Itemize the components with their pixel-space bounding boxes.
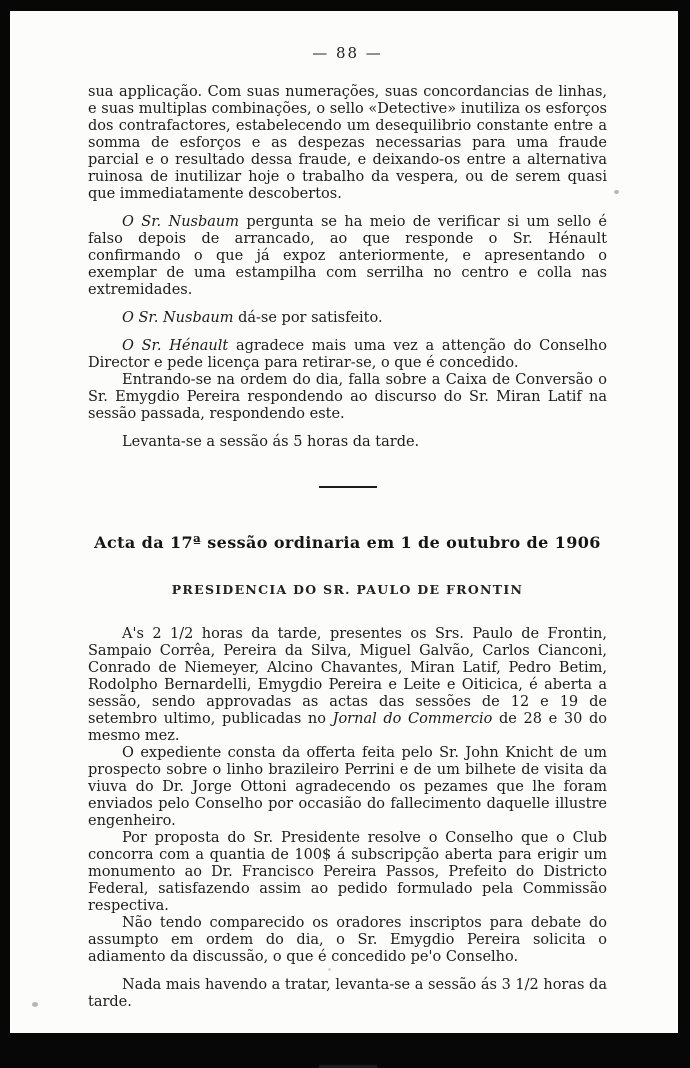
- paragraph: [88, 310, 607, 327]
- italic-text: Jornal do Commercio: [332, 711, 493, 727]
- italic-text: O Sr. Nusbaum: [122, 214, 239, 230]
- paragraph: [88, 214, 607, 299]
- paragraph: [88, 745, 607, 830]
- end-divider: [319, 1065, 377, 1068]
- session-paragraphs: [88, 626, 607, 1011]
- body-text: Levanta-se a sessão ás 5 horas da tarde.: [122, 434, 420, 450]
- paragraph: [88, 977, 607, 1011]
- body-text: Nada mais havendo a tratar, levanta-se a sessão ás 3 1/2 horas da tarde.: [88, 977, 607, 1010]
- section-divider: [319, 486, 377, 488]
- body-text: Entrando-se na ordem do dia, falla sobre a Caixa de Conversão o Sr. Emygdio Pereira respondendo ao discurso do Sr. Miran Latif na sessão passada, respondendo este.: [88, 372, 607, 422]
- paragraph: [88, 338, 607, 372]
- body-text: dá-se por satisfeito.: [233, 310, 383, 326]
- paragraph: [88, 84, 607, 203]
- body-text: agradece mais uma vez a attenção do Conselho Director e pede licença para retirar-se, o que é concedido.: [88, 338, 607, 371]
- paragraph: [88, 372, 607, 423]
- body-text: sua applicação. Com suas numerações, suas concordancias de linhas, e suas multiplas combinações, o sello «Detective» inutiliza os esforços dos contrafactores, estabelecendo um desequilibrio constante entre a somma de esforços e as despezas necessarias para uma fraude parcial e o resultado dessa fraude, e deixando-os entre a alternativa ruinosa de inutilizar hoje o trabalho da vespera, ou de serem quasi que immediatamente descobertos.: [88, 84, 607, 202]
- paragraph: [88, 626, 607, 745]
- body-text: pergunta se ha meio de verificar si um sello é falso depois de arrancado, ao que responde o Sr. Hénault confirmando o que já expoz anteriormente, e apresentando o exemplar de uma estampilha com serrilha no centro e colla nas extremidades.: [88, 214, 607, 298]
- paragraph: [88, 830, 607, 915]
- scan-speck: [614, 190, 619, 194]
- italic-text: O Sr. Nusbaum: [122, 310, 234, 326]
- page-number: — 88 —: [312, 44, 383, 62]
- scan-speck: [328, 968, 331, 971]
- document-page: [10, 11, 678, 1033]
- scan-speck: [32, 1002, 38, 1007]
- paragraph: [88, 915, 607, 966]
- body-text: O expediente consta da offerta feita pelo Sr. John Knicht de um prospecto sobre o linho brazileiro Perrini e de um bilhete de visita da viuva do Dr. Jorge Ottoni agradecendo os pezames que lhe foram enviados pelo Conselho por occasião do fallecimento daquelle illustre engenheiro.: [88, 745, 607, 829]
- paragraph: [88, 434, 607, 451]
- italic-text: O Sr. Hénault: [122, 338, 229, 354]
- text-column: [88, 11, 607, 1068]
- presidency-subtitle: PRESIDENCIA DO SR. PAULO DE FRONTIN: [171, 582, 524, 597]
- previous-session-paragraphs: [88, 84, 607, 451]
- body-text: Por proposta do Sr. Presidente resolve o Conselho que o Club concorra com a quantia de 100$ á subscripção aberta para erigir um monumento ao Dr. Francisco Pereira Passos, Prefeito do Districto Federal, satisfazendo assim ao pedido formulado pela Commissão respectiva.: [88, 830, 607, 914]
- body-text: de 28 e 30 do mesmo mez.: [88, 711, 607, 744]
- session-title: Acta da 17ª sessão ordinaria em 1 de outubro de 1906: [94, 533, 601, 552]
- body-text: Não tendo comparecido os oradores inscriptos para debate do assumpto em ordem do dia, o Sr. Emygdio Pereira solicita o adiamento da discussão, o que é concedido pe'o Conselho.: [88, 915, 607, 965]
- body-text: A's 2 1/2 horas da tarde, presentes os Srs. Paulo de Frontin, Sampaio Corrêa, Pereira da Silva, Miguel Galvão, Carlos Cianconi, Conrado de Niemeyer, Alcino Chavantes, Miran Latif, Pedro Betim, Rodolpho Bernardelli, Emygdio Pereira e Leite e Oiticica, é aberta a sessão, sendo approvadas as actas das sessões de 12 e 19 de setembro ultimo, publicadas no: [88, 626, 607, 727]
